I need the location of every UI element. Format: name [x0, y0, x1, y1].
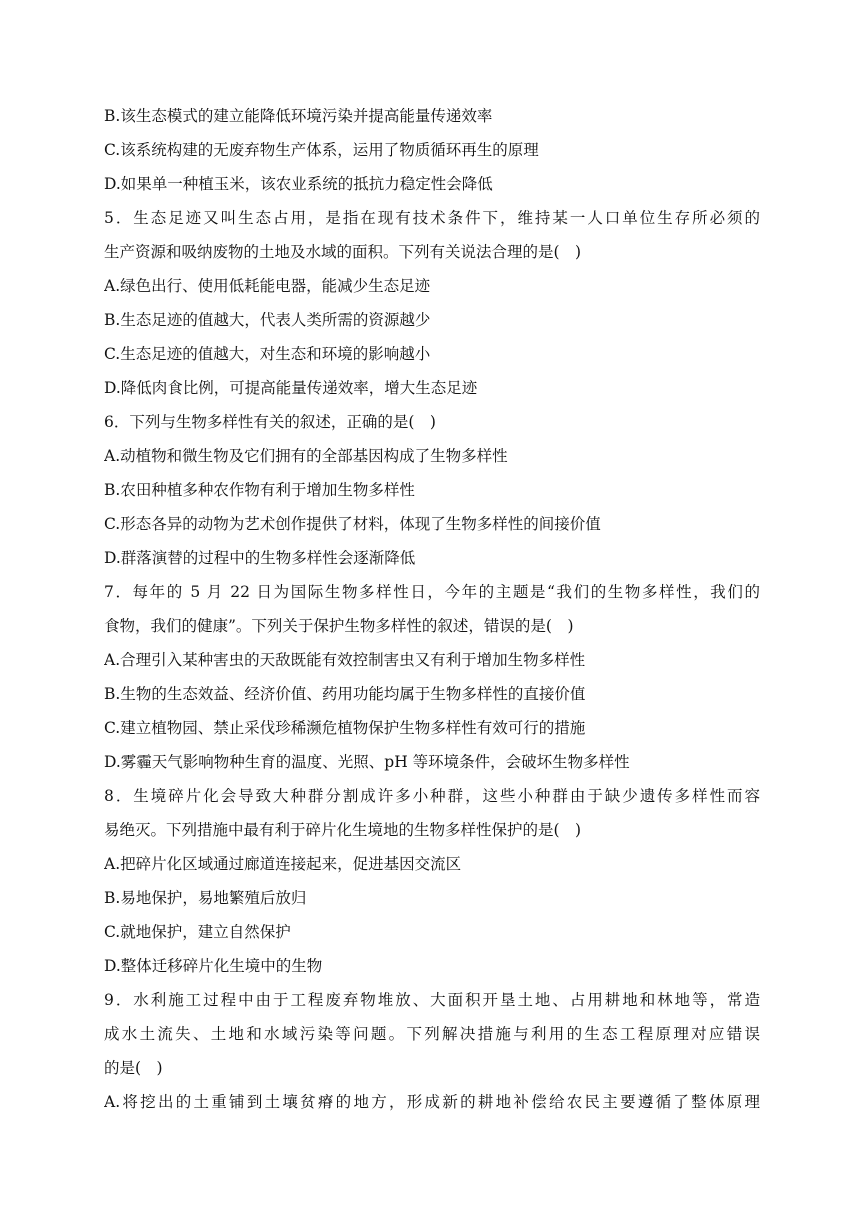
question-9-stem: 9．水利施工过程中由于工程废弃物堆放、大面积开垦土地、占用耕地和林地等，常造 [104, 991, 760, 1009]
option-d: D.群落演替的过程中的生物多样性会逐渐降低 [104, 549, 416, 567]
option-b: B.易地保护，易地繁殖后放归 [104, 889, 307, 907]
option-a: A.动植物和微生物及它们拥有的全部基因构成了生物多样性 [104, 447, 508, 465]
option-a: A.将挖出的土重铺到土壤贫瘠的地方，形成新的耕地补偿给农民主要遵循了整体原理 [104, 1093, 760, 1111]
question-9-stem-end: 的是( ) [104, 1059, 163, 1077]
option-a: A.把碎片化区域通过廊道连接起来，促进基因交流区 [104, 855, 462, 873]
option-a: A.绿色出行、使用低耗能电器，能减少生态足迹 [104, 277, 431, 295]
question-7-stem: 7．每年的 5 月 22 日为国际生物多样性日，今年的主题是“我们的生物多样性，我们的 [104, 583, 760, 601]
question-7-stem-cont: 食物，我们的健康”。下列关于保护生物多样性的叙述，错误的是( ) [104, 617, 574, 635]
option-b: B.生物的生态效益、经济价值、药用功能均属于生物多样性的直接价值 [104, 685, 586, 703]
question-8-stem-cont: 易绝灭。下列措施中最有利于碎片化生境地的生物多样性保护的是( ) [104, 821, 582, 839]
option-b: B.生态足迹的值越大，代表人类所需的资源越少 [104, 311, 431, 329]
option-d: D.雾霾天气影响物种生育的温度、光照、pH 等环境条件，会破坏生物多样性 [104, 753, 630, 771]
option-c: C.形态各异的动物为艺术创作提供了材料，体现了生物多样性的间接价值 [104, 515, 601, 533]
text-line: C.该系统构建的无废弃物生产体系，运用了物质循环再生的原理 [104, 141, 539, 159]
option-d: D.降低肉食比例，可提高能量传递效率，增大生态足迹 [104, 379, 478, 397]
option-a: A.合理引入某种害虫的天敌既能有效控制害虫又有利于增加生物多样性 [104, 651, 586, 669]
option-b: B.农田种植多种农作物有利于增加生物多样性 [104, 481, 415, 499]
question-9-stem-cont: 成水土流失、土地和水域污染等问题。下列解决措施与利用的生态工程原理对应错误 [104, 1025, 760, 1043]
question-8-stem: 8．生境碎片化会导致大种群分割成许多小种群，这些小种群由于缺少遗传多样性而容 [104, 787, 760, 805]
text-line: B.该生态模式的建立能降低环境污染并提高能量传递效率 [104, 107, 493, 125]
page-content [104, 99, 760, 1119]
option-c: C.就地保护，建立自然保护 [104, 923, 291, 941]
question-5-stem-cont: 生产资源和吸纳废物的土地及水域的面积。下列有关说法合理的是( ) [104, 243, 582, 261]
option-d: D.整体迁移碎片化生境中的生物 [104, 957, 323, 975]
question-6-stem: 6．下列与生物多样性有关的叙述，正确的是( ) [104, 413, 436, 431]
option-c: C.建立植物园、禁止采伐珍稀濒危植物保护生物多样性有效可行的措施 [104, 719, 586, 737]
question-5-stem: 5．生态足迹又叫生态占用，是指在现有技术条件下，维持某一人口单位生存所必须的 [104, 209, 760, 227]
text-line: D.如果单一种植玉米，该农业系统的抵抗力稳定性会降低 [104, 175, 493, 193]
option-c: C.生态足迹的值越大，对生态和环境的影响越小 [104, 345, 431, 363]
